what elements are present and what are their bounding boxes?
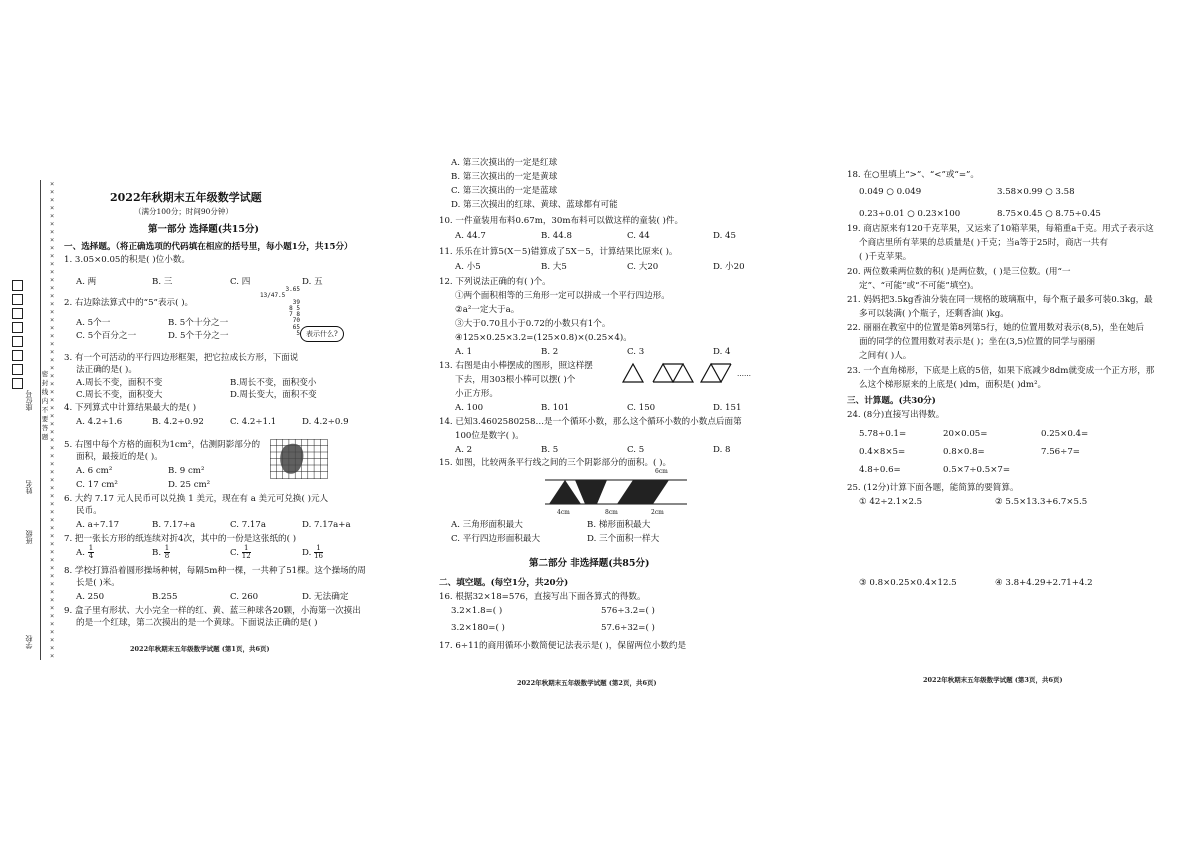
q6-option[interactable]: A. a÷7.17 bbox=[76, 520, 120, 530]
q3-option[interactable]: C.周长不变，面积变大 bbox=[76, 390, 163, 400]
q10-option[interactable]: D. 45 bbox=[713, 231, 736, 241]
q13-text-cont: 下去，用303根小棒可以摆( )个 bbox=[455, 375, 576, 385]
seal-text: 密 封 线 内 不 要 答 题 bbox=[41, 370, 49, 441]
q5-option[interactable]: D. 25 cm² bbox=[168, 480, 211, 490]
q9-option[interactable]: C. 第三次摸出的一定是蓝球 bbox=[451, 186, 558, 196]
q9-text: 9. 盒子里有形状、大小完全一样的红、黄、蓝三种球各20颗，小海第一次摸出 bbox=[64, 606, 361, 616]
part2-title: 第二部分 非选择题(共85分) bbox=[529, 558, 650, 569]
q24-item[interactable]: 20×0.05= bbox=[943, 429, 988, 439]
school-label: 学校 bbox=[25, 635, 33, 649]
q1-option[interactable]: D. 五 bbox=[302, 277, 323, 287]
q7-text: 7. 把一张长方形的纸连续对折4次，其中的一份是这张纸的( ) bbox=[64, 534, 297, 544]
q16-item[interactable]: 576÷3.2=( ) bbox=[601, 606, 655, 616]
q5-option[interactable]: A. 6 cm² bbox=[76, 466, 113, 476]
q14-text: 14. 已知3.4602580258…是一个循环小数，那么这个循环小数的小数点后面第 bbox=[439, 417, 742, 427]
q14-option[interactable]: D. 8 bbox=[713, 445, 731, 455]
seat-number-box[interactable] bbox=[12, 280, 23, 291]
name-label: 姓名 bbox=[25, 480, 33, 494]
fraction-denominator: 12 bbox=[241, 552, 251, 560]
q11-option[interactable]: A. 小5 bbox=[455, 262, 481, 272]
section1-title: 一、选择题。（将正确选项的代码填在相应的括号里，每小题1分，共15分） bbox=[64, 242, 353, 252]
q11-option[interactable]: B. 大5 bbox=[541, 262, 567, 272]
q14-option[interactable]: A. 2 bbox=[455, 445, 473, 455]
q12-option[interactable]: B. 2 bbox=[541, 347, 559, 357]
q7-option[interactable] bbox=[152, 545, 170, 560]
q18-item[interactable]: 0.23÷0.01 ○ 0.23×100 bbox=[859, 209, 961, 219]
q25-item[interactable]: ③ 0.8×0.25×0.4×12.5 bbox=[859, 578, 957, 588]
q15-label-top: 6cm bbox=[655, 468, 668, 475]
q2-option[interactable]: B. 5个十分之一 bbox=[168, 318, 229, 328]
q24-item[interactable]: 5.78÷0.1= bbox=[859, 429, 907, 439]
page3-footer: 2022年秋期末五年级数学试题 (第3页，共6页) bbox=[923, 676, 1063, 684]
q8-option[interactable]: B.255 bbox=[152, 592, 178, 602]
q13-option[interactable]: C. 150 bbox=[627, 403, 656, 413]
division-step: 39 bbox=[292, 298, 300, 306]
q25-item[interactable]: ④ 3.8+4.29+2.71+4.2 bbox=[995, 578, 1093, 588]
q5-option[interactable]: B. 9 cm² bbox=[168, 466, 205, 476]
q18-item[interactable]: 8.75×0.45 ○ 8.75÷0.45 bbox=[997, 209, 1101, 219]
fraction-denominator: 8 bbox=[164, 552, 170, 560]
q18-item[interactable]: 3.58×0.99 ○ 3.58 bbox=[997, 187, 1075, 197]
q2-division-figure bbox=[260, 287, 300, 337]
q5-text-cont: 面积，最接近的是( )。 bbox=[76, 452, 163, 462]
q2-text: 2. 右边除法算式中的“5”表示( )。 bbox=[64, 298, 194, 308]
q23-text: 23. 一个直角梯形，下底是上底的5倍，如果下底减少8dm就变成一个正方形，那 bbox=[847, 366, 1155, 376]
q6-option[interactable]: B. 7.17÷a bbox=[152, 520, 196, 530]
q8-text-cont: 长是( )米。 bbox=[76, 578, 120, 588]
exam-subtitle: （满分100分；时间90分钟） bbox=[134, 207, 233, 216]
division-step: 65 bbox=[292, 323, 300, 331]
q18-item[interactable]: 0.049 ○ 0.049 bbox=[859, 187, 922, 197]
q23-text-cont: 么这个梯形原来的上底是( )dm，面积是( )dm²。 bbox=[859, 380, 1047, 390]
q13-text: 13. 右图是由小棒摆成的图形，照这样摆 bbox=[439, 361, 593, 371]
page1-footer: 2022年秋期末五年级数学试题 (第1页，共6页) bbox=[130, 645, 270, 653]
fraction-numerator: 1 bbox=[88, 544, 94, 552]
q6-option[interactable]: C. 7.17a bbox=[230, 520, 266, 530]
q12-option[interactable]: D. 4 bbox=[713, 347, 731, 357]
q24-item[interactable]: 7.56÷7= bbox=[1041, 447, 1081, 457]
q8-option[interactable]: A. 250 bbox=[76, 592, 105, 602]
fraction bbox=[314, 545, 323, 560]
q16-item[interactable]: 3.2×180=( ) bbox=[451, 623, 505, 633]
q21-text: 21. 妈妈把3.5kg香油分装在同一规格的玻璃瓶中，每个瓶子最多可装0.3kg，最 bbox=[847, 295, 1153, 305]
q25-text: 25. (12分)计算下面各题，能简算的要简算。 bbox=[847, 483, 1019, 493]
q11-text: 11. 乐乐在计算5(X－5)错算成了5X－5，计算结果比原来( )。 bbox=[439, 247, 678, 257]
q24-item[interactable]: 0.25×0.4= bbox=[1041, 429, 1089, 439]
q2-option[interactable]: A. 5个一 bbox=[76, 318, 111, 328]
fraction-numerator: 1 bbox=[242, 545, 251, 553]
q13-text-cont: 小正方形。 bbox=[455, 389, 498, 399]
q4-option[interactable]: A. 4.2÷1.6 bbox=[76, 417, 123, 427]
q15-text: 15. 如图，比较两条平行线之间的三个阴影部分的面积。( )。 bbox=[439, 458, 672, 468]
q3-option[interactable]: A.周长不变，面积不变 bbox=[76, 378, 163, 388]
division-remainder: 5 bbox=[296, 330, 300, 338]
q19-text-cont: ( )千克苹果。 bbox=[859, 252, 912, 262]
q10-text: 10. 一件童装用布料0.67m，30m布料可以做这样的童装( )件。 bbox=[439, 216, 684, 226]
seat-label: 座位号 bbox=[25, 390, 33, 411]
q7-option-label: A. bbox=[76, 548, 85, 558]
seat-number-box[interactable] bbox=[12, 378, 23, 389]
q7-option-label: C. bbox=[230, 548, 240, 558]
q22-text-cont: 之间有( )人。 bbox=[859, 351, 912, 361]
page-1 bbox=[62, 150, 366, 695]
q20-text-cont: 定”、“可能”或“不可能”填空)。 bbox=[859, 281, 979, 291]
q13-option[interactable]: A. 100 bbox=[455, 403, 484, 413]
q1-option[interactable]: B. 三 bbox=[152, 277, 173, 287]
seat-number-box[interactable] bbox=[12, 350, 23, 361]
q11-option[interactable]: D. 小20 bbox=[713, 262, 745, 272]
q5-grid-figure bbox=[270, 439, 328, 479]
q9-option[interactable]: B. 第三次摸出的一定是黄球 bbox=[451, 172, 558, 182]
q22-text: 22. 丽丽在教室中的位置是第8列第5行，她的位置用数对表示(8,5)，坐在她后 bbox=[847, 323, 1144, 333]
q9-option[interactable]: D. 第三次摸出的红球、黄球、蓝球都有可能 bbox=[451, 200, 618, 210]
q9-text-cont: 的是一个红球，第二次摸出的是一个黄球。下面说法正确的是( ) bbox=[76, 618, 318, 628]
q15-option[interactable]: B. 梯形面积最大 bbox=[587, 520, 651, 530]
page2-footer: 2022年秋期末五年级数学试题 (第2页，共6页) bbox=[517, 679, 657, 687]
q13-triangle-figure bbox=[621, 362, 741, 384]
q13-option[interactable]: D. 151 bbox=[713, 403, 742, 413]
q6-text-cont: 民币。 bbox=[76, 506, 102, 516]
q8-option[interactable]: C. 260 bbox=[230, 592, 259, 602]
division-dividend: 13/47.5 bbox=[260, 292, 286, 300]
q4-option[interactable]: C. 4.2÷1.1 bbox=[230, 417, 277, 427]
q10-option[interactable]: A. 44.7 bbox=[455, 231, 486, 241]
seat-number-box[interactable] bbox=[12, 336, 23, 347]
q3-text-cont: 法正确的是( )。 bbox=[76, 365, 137, 375]
q13-ellipsis: …… bbox=[737, 370, 751, 378]
q24-item[interactable]: 4.8÷0.6= bbox=[859, 465, 901, 475]
q15-label-bottom: 2cm bbox=[651, 509, 664, 516]
q12-option[interactable]: A. 1 bbox=[455, 347, 473, 357]
q12-text: 12. 下列说法正确的有( )个。 bbox=[439, 277, 551, 287]
q15-label-bottom: 8cm bbox=[605, 509, 618, 516]
q17-text: 17. 6÷11的商用循环小数简便记法表示是( )，保留两位小数约是 bbox=[439, 641, 687, 651]
q9-option[interactable]: A. 第三次摸出的一定是红球 bbox=[451, 158, 558, 168]
q1-text: 1. 3.05×0.05的积是( )位小数。 bbox=[64, 255, 190, 265]
part1-title: 第一部分 选择题(共15分) bbox=[148, 224, 260, 235]
q16-item[interactable]: 3.2×1.8=( ) bbox=[451, 606, 503, 616]
q6-option[interactable]: D. 7.17a+a bbox=[302, 520, 351, 530]
q8-option[interactable]: D. 无法确定 bbox=[302, 592, 349, 602]
q25-item[interactable]: ① 42÷2.1×2.5 bbox=[859, 497, 923, 507]
fraction bbox=[164, 545, 170, 560]
division-step: 70 bbox=[292, 317, 300, 325]
q2-option[interactable]: C. 5个百分之一 bbox=[76, 331, 137, 341]
q11-option[interactable]: C. 大20 bbox=[627, 262, 659, 272]
x-marks: ×××××××××××××××××××××××××××××××××××××××××××××××××××××××××××× bbox=[50, 180, 55, 660]
seat-number-box[interactable] bbox=[12, 364, 23, 375]
q7-option-label: D. bbox=[302, 548, 312, 558]
seat-number-box[interactable] bbox=[12, 308, 23, 319]
q16-item[interactable]: 57.6÷32=( ) bbox=[601, 623, 655, 633]
fraction bbox=[88, 545, 94, 560]
fraction bbox=[242, 545, 251, 560]
q1-option[interactable]: A. 两 bbox=[76, 277, 97, 287]
q24-item[interactable]: 0.4×8×5= bbox=[859, 447, 906, 457]
q22-text-cont: 面的同学的位置用数对表示是( )；坐在(3,5)位置的同学与丽丽 bbox=[859, 337, 1096, 347]
q7-option[interactable] bbox=[76, 545, 94, 560]
fraction-denominator: 4 bbox=[88, 552, 94, 560]
q19-text-cont: 个商店里所有苹果的总质量是( )千克；当a等于25时，商店一共有 bbox=[859, 238, 1108, 248]
q20-text: 20. 两位数乘两位数的积( )是两位数，( )是三位数。(用“一 bbox=[847, 267, 1071, 277]
division-quotient: 3.65 bbox=[285, 286, 300, 293]
q14-option[interactable]: C. 5 bbox=[627, 445, 645, 455]
page-2 bbox=[437, 150, 767, 695]
q15-option[interactable]: D. 三个面积一样大 bbox=[587, 534, 660, 544]
q14-option[interactable]: B. 5 bbox=[541, 445, 559, 455]
q12-statement: ③大于0.70且小于0.72的小数只有1个。 bbox=[455, 319, 611, 329]
q19-text: 19. 商店原来有120千克苹果，又运来了10箱苹果，每箱重a千克。用式子表示这 bbox=[847, 224, 1154, 234]
q5-option[interactable]: C. 17 cm² bbox=[76, 480, 118, 490]
class-label: 班级 bbox=[25, 530, 33, 544]
q10-option[interactable]: C. 44 bbox=[627, 231, 650, 241]
q15-shapes-figure bbox=[545, 476, 687, 508]
q24-text: 24. (8分)直接写出得数。 bbox=[847, 410, 945, 420]
q8-text: 8. 学校打算沿着圆形操场种树，每隔5m种一棵，一共种了51棵。这个操场的周 bbox=[64, 566, 366, 576]
exam-title: 2022年秋期末五年级数学试题 bbox=[110, 191, 262, 204]
q24-item[interactable]: 0.8×0.8= bbox=[943, 447, 985, 457]
q7-option-label: B. bbox=[152, 548, 162, 558]
q7-option[interactable] bbox=[230, 545, 251, 560]
q4-option[interactable]: B. 4.2÷0.92 bbox=[152, 417, 204, 427]
division-step: 8 5 bbox=[289, 304, 300, 312]
fraction-denominator: 16 bbox=[314, 552, 323, 560]
section2-title: 二、填空题。(每空1分，共20分) bbox=[439, 578, 569, 588]
q6-text: 6. 大约 7.17 元人民币可以兑换 1 美元，现在有 a 美元可兑换( )元人 bbox=[64, 494, 329, 504]
q3-option[interactable]: B.周长不变，面积变小 bbox=[230, 378, 317, 388]
q24-item[interactable]: 0.5×7÷0.5×7= bbox=[943, 465, 1011, 475]
q12-statement: ①两个面积相等的三角形一定可以拼成一个平行四边形。 bbox=[455, 291, 670, 301]
q10-option[interactable]: B. 44.8 bbox=[541, 231, 572, 241]
q18-text: 18. 在○里填上“>”、“<”或“=”。 bbox=[847, 170, 980, 180]
q4-text: 4. 下列算式中计算结果最大的是( ) bbox=[64, 403, 197, 413]
q1-option[interactable]: C. 四 bbox=[230, 277, 251, 287]
q25-item[interactable]: ② 5.5×13.3+6.7×5.5 bbox=[995, 497, 1088, 507]
section3-title: 三、计算题。(共30分) bbox=[847, 396, 936, 406]
q21-text-cont: 多可以装满( )个瓶子，还剩香油( )kg。 bbox=[859, 309, 1009, 319]
fraction-numerator: 1 bbox=[314, 545, 323, 553]
q2-option[interactable]: D. 5个千分之一 bbox=[168, 331, 229, 341]
q12-option[interactable]: C. 3 bbox=[627, 347, 645, 357]
q12-statement: ②a²一定大于a。 bbox=[455, 305, 520, 315]
q15-option[interactable]: C. 平行四边形面积最大 bbox=[451, 534, 541, 544]
q14-text-cont: 100位是数字( )。 bbox=[455, 431, 524, 441]
q13-option[interactable]: B. 101 bbox=[541, 403, 570, 413]
q4-option[interactable]: D. 4.2÷0.9 bbox=[302, 417, 349, 427]
q7-option[interactable] bbox=[302, 545, 323, 560]
q2-speech-bubble: 表示什么? bbox=[300, 326, 344, 342]
division-step: 7 8 bbox=[289, 311, 300, 319]
seat-number-box[interactable] bbox=[12, 322, 23, 333]
q3-option[interactable]: D.周长变大，面积不变 bbox=[230, 390, 317, 400]
page-3 bbox=[845, 150, 1165, 695]
q12-statement: ④125×0.25×3.2=(125×0.8)×(0.25×4)。 bbox=[455, 333, 632, 343]
q15-label-bottom: 4cm bbox=[557, 509, 570, 516]
fraction-numerator: 1 bbox=[164, 544, 170, 552]
seat-number-box[interactable] bbox=[12, 294, 23, 305]
q15-option[interactable]: A. 三角形面积最大 bbox=[451, 520, 523, 530]
q3-text: 3. 有一个可活动的平行四边形框架，把它拉成长方形，下面说 bbox=[64, 353, 299, 363]
q5-text: 5. 右图中每个方格的面积为1cm²，估测阴影部分的 bbox=[64, 440, 261, 450]
binding-strip bbox=[10, 180, 58, 670]
q16-text: 16. 根据32×18=576，直接写出下面各算式的得数。 bbox=[439, 592, 646, 602]
